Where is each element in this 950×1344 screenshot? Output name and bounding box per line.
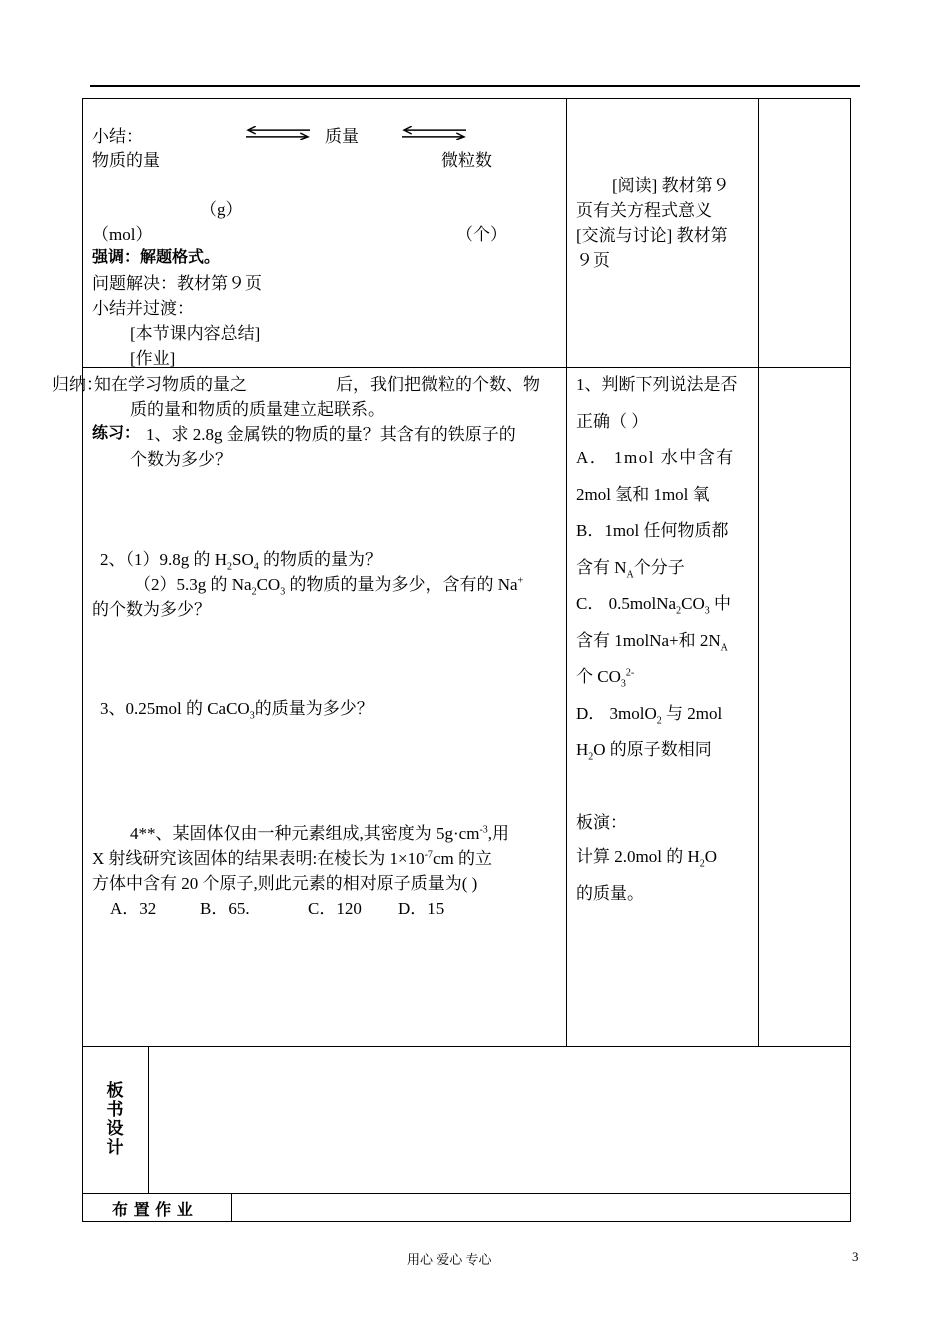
induct-line-1b: 后，我们把微粒的个数、物 — [336, 375, 540, 394]
row-divider-2 — [82, 1046, 851, 1047]
q4-option-d: D．15 — [398, 899, 445, 918]
q4-line-2: X 射线研究该固体的结果表明:在棱长为 $1\times 10^{-7}cm$ 的立 — [92, 849, 492, 868]
row-divider-3 — [82, 1193, 851, 1194]
board-demo-label: 板演： — [576, 813, 627, 832]
table-border-right — [850, 98, 851, 1222]
option-a-line-1: A． 1mol 水中含有 — [576, 448, 735, 467]
transition-text: 小结并过渡： — [92, 299, 194, 318]
board-design-label: 板 书 设 计 — [106, 1081, 124, 1158]
calc-line-1: 计算 2.0mol 的 $H_2O$ — [576, 847, 718, 870]
q4-line-1: 4**、某固体仅由一种元素组成,其密度为 $5g\cdot cm^{-3}$,用 — [130, 824, 510, 843]
quantity-label: 物质的量 — [92, 151, 160, 170]
option-b-line-2: 含有 $N_A$个分子 — [576, 558, 685, 581]
row-divider-1 — [82, 367, 851, 368]
col-divider-1 — [566, 98, 567, 1046]
q3-line: 3、0.25mol 的 CaCO$_3$的质量为多少？ — [100, 699, 374, 722]
board-col-divider — [148, 1046, 149, 1194]
q2-line-1: 2、（1）9.8g 的 $H_2SO_4$ 的物质的量为？ — [100, 550, 383, 573]
summary-content: [本节课内容总结] — [130, 324, 261, 343]
summary-label: 小结： — [92, 127, 143, 146]
table-border-top — [82, 98, 851, 99]
homework-label: 布 置 作 业 — [112, 1200, 193, 1219]
mass-label: 质量 — [325, 127, 359, 146]
q4-option-b: B．65. — [200, 899, 250, 918]
count-unit: （个） — [456, 225, 507, 244]
judge-line-1: 1、判断下列说法是否 — [576, 375, 738, 394]
particles-label: 微粒数 — [441, 151, 492, 170]
emphasis-text: 强调：解题格式。 — [92, 247, 221, 266]
read-line-1: [阅读] 教材第９ — [612, 176, 730, 195]
practice-label: 练习： — [92, 423, 141, 442]
induct-line-1: 知在学习物质的量之 — [94, 375, 247, 394]
discuss-line-1: [交流与讨论] 教材第 — [576, 226, 728, 245]
q1-line-1: 1、求 2.8g 金属铁的物质的量？其含有的铁原子的 — [146, 425, 516, 444]
q1-line-2: 个数为多少？ — [130, 450, 232, 469]
q4-option-a: A．32 — [110, 899, 157, 918]
q2-line-2: （2）5.3g 的 $Na_2CO_3$ 的物质的量为多少，含有的 Na+ — [134, 575, 524, 598]
footer-motto: 用心 爱心 专心 — [407, 1252, 492, 1267]
table-border-bottom — [82, 1221, 851, 1222]
read-line-2: 页有关方程式意义 — [576, 201, 712, 220]
page-number: 3 — [852, 1249, 859, 1264]
option-c-line-1: C． $0.5molNa_2CO_3$ 中 — [576, 594, 731, 617]
double-arrow-icon — [402, 126, 466, 140]
homework-bracket: [作业] — [130, 349, 176, 368]
q4-line-3: 方体中含有 20 个原子,则此元素的相对原子质量为( ) — [92, 874, 478, 893]
calc-line-2: 的质量。 — [576, 884, 644, 903]
double-arrow-icon — [246, 126, 310, 140]
discuss-line-2: ９页 — [576, 251, 610, 270]
option-d-line-2: $H_2O$ 的原子数相同 — [576, 740, 712, 763]
table-border-left — [82, 98, 83, 1222]
judge-line-2: 正确（ ） — [576, 412, 649, 431]
option-c-line-2: 含有 1molNa+和 $2N_A$ — [576, 631, 728, 654]
g-unit: （g） — [200, 200, 243, 219]
option-a-line-2: 2mol 氢和 1mol 氧 — [576, 485, 710, 504]
problem-text: 问题解决：教材第９页 — [92, 274, 262, 293]
homework-col-divider — [231, 1193, 232, 1222]
option-d-line-1: D． 3molO$_2$ 与 2mol — [576, 704, 723, 727]
induct-line-2: 质的量和物质的质量建立起联系。 — [130, 400, 385, 419]
header-rule — [90, 85, 860, 87]
option-c-line-3: 个 $CO_3^{2-}$ — [576, 667, 635, 690]
mol-unit: （mol） — [92, 225, 153, 244]
option-b-line-1: B．1mol 任何物质都 — [576, 521, 729, 540]
q2-line-3: 的个数为多少？ — [92, 600, 211, 619]
induct-label: 归纳： — [52, 375, 103, 394]
q4-option-c: C．120 — [308, 899, 362, 918]
col-divider-2 — [758, 98, 759, 1046]
